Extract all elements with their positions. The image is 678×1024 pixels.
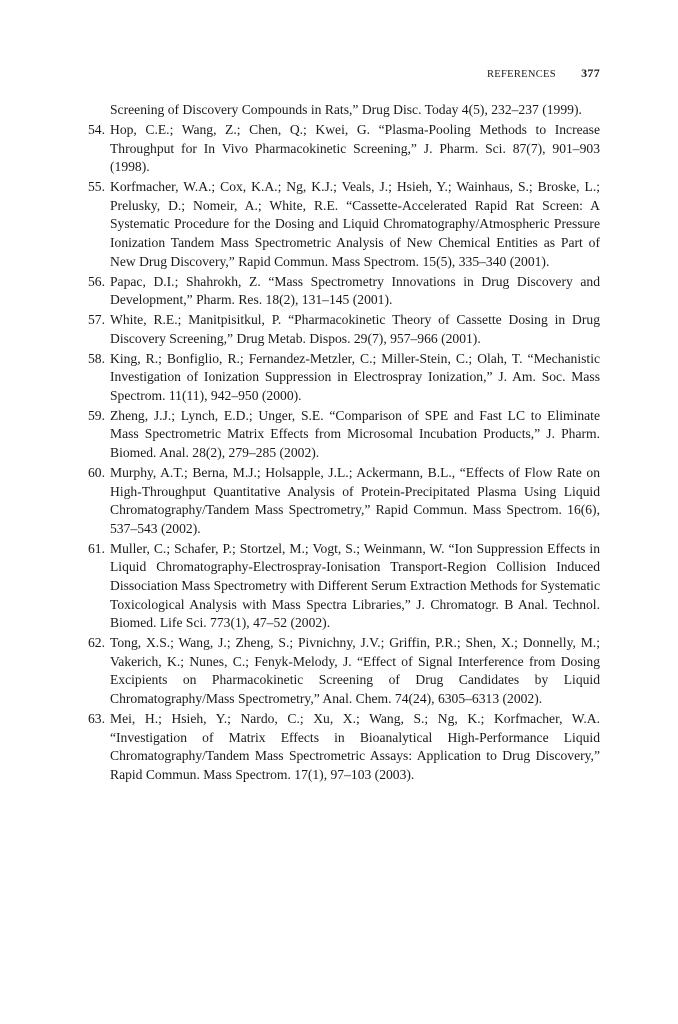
reference-text: Tong, X.S.; Wang, J.; Zheng, S.; Pivnichny, J.V.; Griffin, P.R.; Shen, X.; Donnelly, M.; Vakerich, K.; Nunes, C.; Fenyk-Melody, J. “Effect of Signal Interference from Dosing Excipients on Pharmacokinetic Screening of Drug Candidates by Liquid Chromatography/Mass Spectrometry,” Anal. Chem. 74(24), 6305–6313 (2002). [110,635,600,706]
reference-text: Murphy, A.T.; Berna, M.J.; Holsapple, J.L.; Ackermann, B.L., “Effects of Flow Rate on High-Throughput Quantitative Analysis of Protein-Precipitated Plasma Using Liquid Chromatography/Tandem Mass Spectrometry,” Rapid Commun. Mass Spectrom. 16(6), 537–543 (2002). [110,465,600,536]
reference-number: 61. [88,540,105,556]
reference-number: 63. [88,710,105,726]
reference-57 [78,311,600,348]
header-title: REFERENCES [486,69,556,80]
reference-number: 58. [88,350,105,366]
reference-text: Hop, C.E.; Wang, Z.; Chen, Q.; Kwei, G. “Plasma-Pooling Methods to Increase Throughput for In Vivo Pharmacokinetic Screening,” J. Pharm. Sci. 87(7), 901–903 (1998). [110,121,600,175]
reference-text: King, R.; Bonfiglio, R.; Fernandez-Metzler, C.; Miller-Stein, C.; Olah, T. “Mechanistic Investigation of Ionization Suppression in Electrospray Ionization,” J. Am. Soc. Mass Spectrom. 11(11), 942–950 (2000). [110,350,600,403]
reference-number: 62. [88,635,105,651]
reference-text: Papac, D.I.; Shahrokh, Z. “Mass Spectrometry Innovations in Drug Discovery and Development,” Pharm. Res. 18(2), 131–145 (2001). [110,273,600,308]
reference-text: White, R.E.; Manitpisitkul, P. “Pharmacokinetic Theory of Cassette Dosing in Drug Discovery Screening,” Drug Metab. Dispos. 29(7), 957–966 (2001). [110,312,600,346]
page-number: 377 [581,66,600,80]
reference-number: 56. [88,273,105,289]
reference-text: Zheng, J.J.; Lynch, E.D.; Unger, S.E. “Comparison of SPE and Fast LC to Eliminate Mass Spectrometric Matrix Effects from Microsomal Incubation Products,” J. Pharm. Biomed. Anal. 28(2), 279–285 (2002). [110,407,600,461]
reference-60 [78,464,600,538]
reference-text: Screening of Discovery Compounds in Rats,” Drug Disc. Today 4(5), 232–237 (1999). [110,102,582,117]
reference-55 [78,178,600,271]
reference-59 [78,407,600,463]
reference-text: Korfmacher, W.A.; Cox, K.A.; Ng, K.J.; Veals, J.; Hsieh, Y.; Wainhaus, S.; Broske, L.; Prelusky, D.; Nomeir, A.; White, R.E. “Cassette-Accelerated Rapid Rat Screen: A Systematic Procedure for the Dosing and Liquid Chromatography/Atmospheric Pressure Ionization Tandem Mass Spectrometric Analysis of New Chemical Entities as Part of New Drug Discovery,” Rapid Commun. Mass Spectrom. 15(5), 335–340 (2001). [110,179,600,269]
reference-61 [78,540,600,633]
reference-number: 54. [88,121,105,137]
reference-54 [78,121,600,177]
reference-56 [78,273,600,310]
running-header [487,66,600,81]
reference-number: 57. [88,312,105,328]
reference-text: Muller, C.; Schafer, P.; Stortzel, M.; Vogt, S.; Weinmann, W. “Ion Suppression Effects in Liquid Chromatography-Electrospray-Ionisation Transport-Region Collision Induced Dissociation Mass Spectrometry with Different Serum Extraction Methods for Systematic Toxicological Analysis with Mass Spectra Libraries,” J. Chromatogr. B Anal. Technol. Biomed. Life Sci. 773(1), 47–52 (2002). [110,540,600,631]
reference-number: 55. [88,179,105,195]
reference-list [78,101,600,786]
reference-text: Mei, H.; Hsieh, Y.; Nardo, C.; Xu, X.; Wang, S.; Ng, K.; Korfmacher, W.A. “Investigation of Matrix Effects in Bioanalytical High-Performance Liquid Chromatography/Tandem Mass Spectrometric Assays: Application to Drug Discovery,” Rapid Commun. Mass Spectrom. 17(1), 97–103 (2003). [110,710,600,782]
reference-58 [78,350,600,406]
reference-63 [78,710,600,784]
reference-number: 60. [88,465,105,481]
reference-62 [78,634,600,708]
reference-number: 59. [88,407,105,423]
reference-continued [78,101,600,120]
